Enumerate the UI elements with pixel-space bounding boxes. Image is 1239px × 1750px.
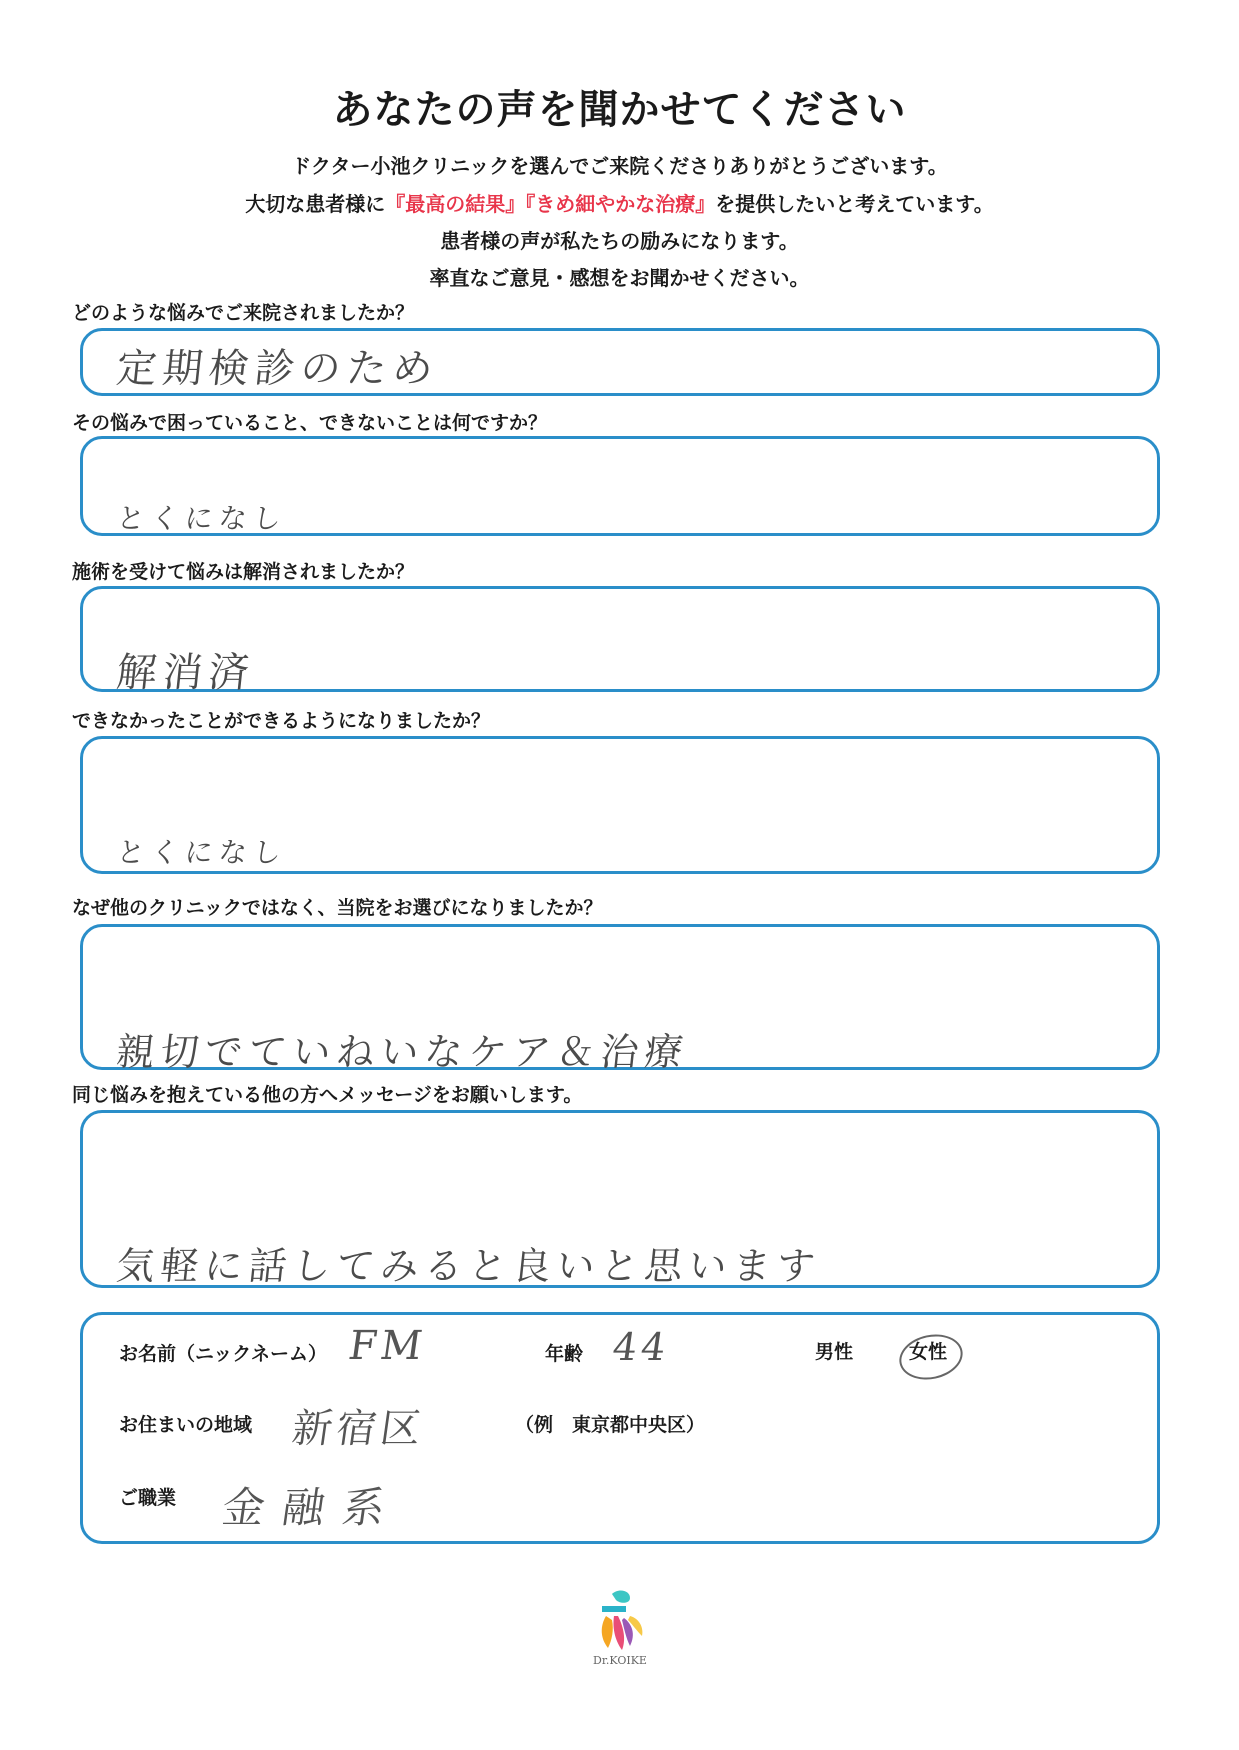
intro-line-4: 率直なご意見・感想をお聞かせください。 xyxy=(429,266,810,290)
area-value[interactable]: 新宿区 xyxy=(289,1406,428,1452)
question-6-label: 同じ悩みを抱えている他の方へメッセージをお願いします。 xyxy=(72,1084,583,1106)
answer-6-text: 気軽に話してみると良いと思います xyxy=(114,1244,823,1288)
question-3-label: 施術を受けて悩みは解消されましたか？ xyxy=(72,561,415,583)
age-value[interactable]: 44 xyxy=(609,1325,673,1369)
answer-box-2[interactable] xyxy=(80,436,1160,536)
male-label[interactable]: 男性 xyxy=(815,1341,854,1363)
intro-line-2-prefix: 大切な患者様に xyxy=(245,192,386,216)
intro-line-2-highlight: 『最高の結果』『きめ細やかな治療』 xyxy=(385,192,716,216)
logo-text: Dr.KOIKE xyxy=(593,1654,647,1667)
job-label: ご職業 xyxy=(119,1487,177,1509)
profile-box xyxy=(80,1312,1160,1544)
intro-line-2 xyxy=(0,188,1239,217)
intro-line-1: ドクター小池クリニックを選んでご来院くださりありがとうございます。 xyxy=(291,154,948,178)
answer-box-4[interactable] xyxy=(80,736,1160,874)
answer-3-text: 解消済 xyxy=(114,650,258,696)
answer-4-text: とくになし xyxy=(115,836,289,869)
answer-1-text: 定期検診のため xyxy=(114,346,442,392)
answer-5-text: 親切でていねいなケア＆治療 xyxy=(114,1030,691,1074)
question-4-label: できなかったことができるようになりましたか？ xyxy=(72,710,491,732)
answer-box-1[interactable] xyxy=(80,328,1160,396)
name-label: お名前（ニックネーム） xyxy=(119,1343,328,1365)
answer-box-5[interactable] xyxy=(80,924,1160,1074)
question-5-label: なぜ他のクリニックではなく、当院をお選びになりましたか？ xyxy=(72,897,603,919)
area-label: お住まいの地域 xyxy=(119,1414,253,1436)
question-2-label: その悩みで困っていること、できないことは何ですか？ xyxy=(72,412,548,434)
answer-box-6[interactable] xyxy=(80,1110,1160,1288)
female-label[interactable]: 女性 xyxy=(909,1341,948,1363)
age-label: 年齢 xyxy=(545,1343,584,1365)
name-value[interactable]: FM xyxy=(345,1323,429,1369)
intro-line-2-suffix: を提供したいと考えています。 xyxy=(715,192,994,216)
question-1-label: どのような悩みでご来院されましたか？ xyxy=(72,302,415,324)
job-value[interactable]: 金融系 xyxy=(219,1483,407,1532)
answer-2-text: とくになし xyxy=(115,502,289,535)
page-title: あなたの声を聞かせてください xyxy=(332,87,907,133)
area-example: （例 東京都中央区） xyxy=(515,1414,706,1436)
answer-box-3[interactable] xyxy=(80,586,1160,696)
intro-line-3: 患者様の声が私たちの励みになります。 xyxy=(440,229,799,253)
